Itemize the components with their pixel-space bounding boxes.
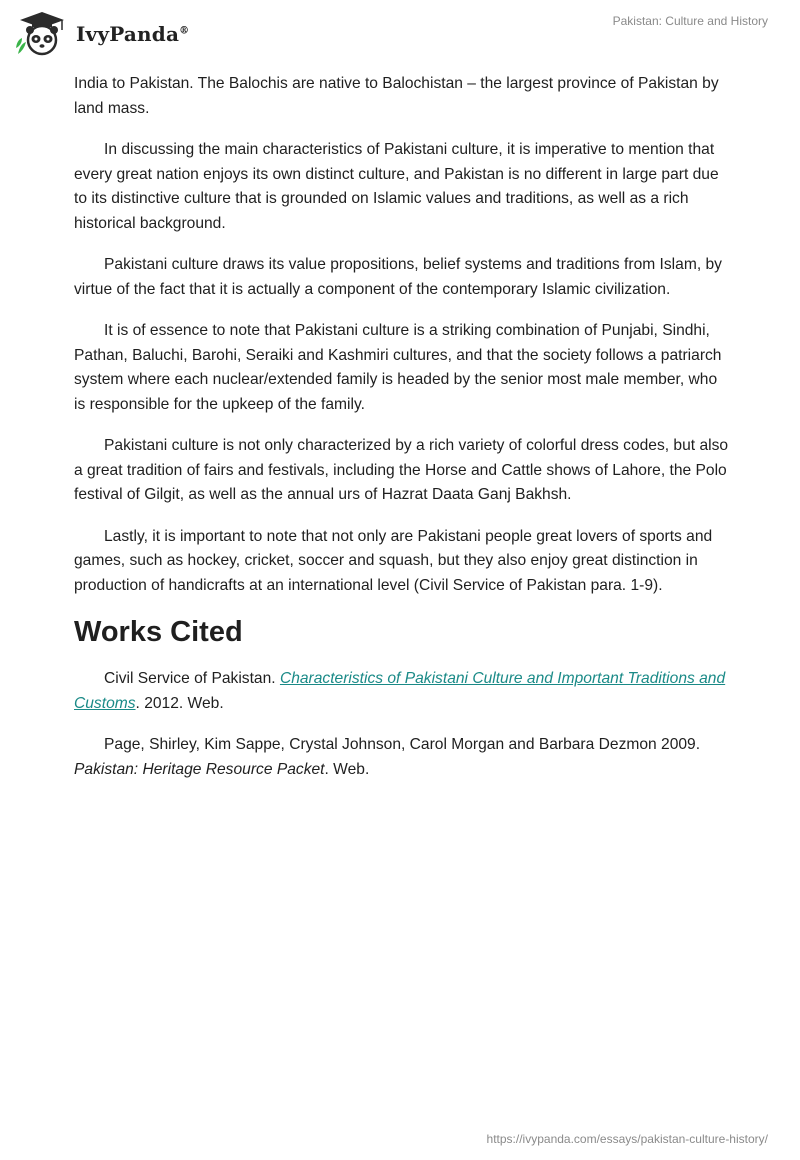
paragraph: In discussing the main characteristics of Pakistani culture, it is imperative to mention that every great nation enjoys its own distinct culture, and Pakistan is no different in large part due to its distinctive culture that is grounded on Islamic values and traditions, as well as a rich historical background. bbox=[74, 141, 719, 232]
paragraph: Lastly, it is important to note that not only are Pakistani people great lovers of sports and games, such as hockey, cricket, soccer and squash, but they also enjoy great distinction in production of handicrafts at an international level (Civil Service of Pakistan para. 1-9). bbox=[74, 527, 713, 594]
citation-title: Pakistan: Heritage Resource Packet bbox=[74, 760, 325, 778]
citation-author: Civil Service of Pakistan. bbox=[104, 670, 280, 687]
citation-entry bbox=[74, 667, 730, 716]
trademark: ® bbox=[179, 25, 190, 37]
citation-tail: . 2012. Web. bbox=[135, 694, 224, 712]
page-header bbox=[0, 0, 800, 70]
citation-tail: . Web. bbox=[324, 760, 370, 778]
panda-graduate-icon bbox=[14, 10, 70, 58]
paragraph: It is of essence to note that Pakistani culture is a striking combination of Punjabi, Sindhi, Pathan, Baluchi, Barohi, Seraiki and Kashmiri cultures, and that the society follows a patriarch system where each nuclear/extended family is headed by the senior most male member, who is responsible for the upkeep of the family. bbox=[74, 322, 722, 413]
footer-url[interactable]: https://ivypanda.com/essays/pakistan-culture-history/ bbox=[486, 1132, 768, 1146]
brand-name: IvyPanda® bbox=[76, 22, 190, 46]
citation-entry bbox=[74, 733, 730, 782]
running-title: Pakistan: Culture and History bbox=[612, 14, 768, 28]
citation-link[interactable]: Characteristics of Pakistani Culture and Important Traditions and Customs bbox=[74, 670, 726, 712]
essay-content bbox=[74, 72, 730, 799]
paragraph: India to Pakistan. The Balochis are native to Balochistan – the largest province of Pakistan by land mass. bbox=[74, 75, 719, 117]
brand-logo[interactable] bbox=[14, 10, 189, 58]
paragraph: Pakistani culture draws its value propositions, belief systems and traditions from Islam, by virtue of the fact that it is actually a component of the contemporary Islamic civilization. bbox=[74, 256, 722, 298]
works-cited-heading: Works Cited bbox=[74, 616, 243, 648]
paragraph: Pakistani culture is not only characterized by a rich variety of colorful dress codes, but also a great tradition of fairs and festivals, including the Horse and Cattle shows of Lahore, the Polo festival of Gilgit, as well as the annual urs of Hazrat Daata Ganj Bakhsh. bbox=[74, 437, 729, 503]
citation-author: Page, Shirley, Kim Sappe, Crystal Johnson, Carol Morgan and Barbara Dezmon 2009. bbox=[104, 736, 701, 753]
